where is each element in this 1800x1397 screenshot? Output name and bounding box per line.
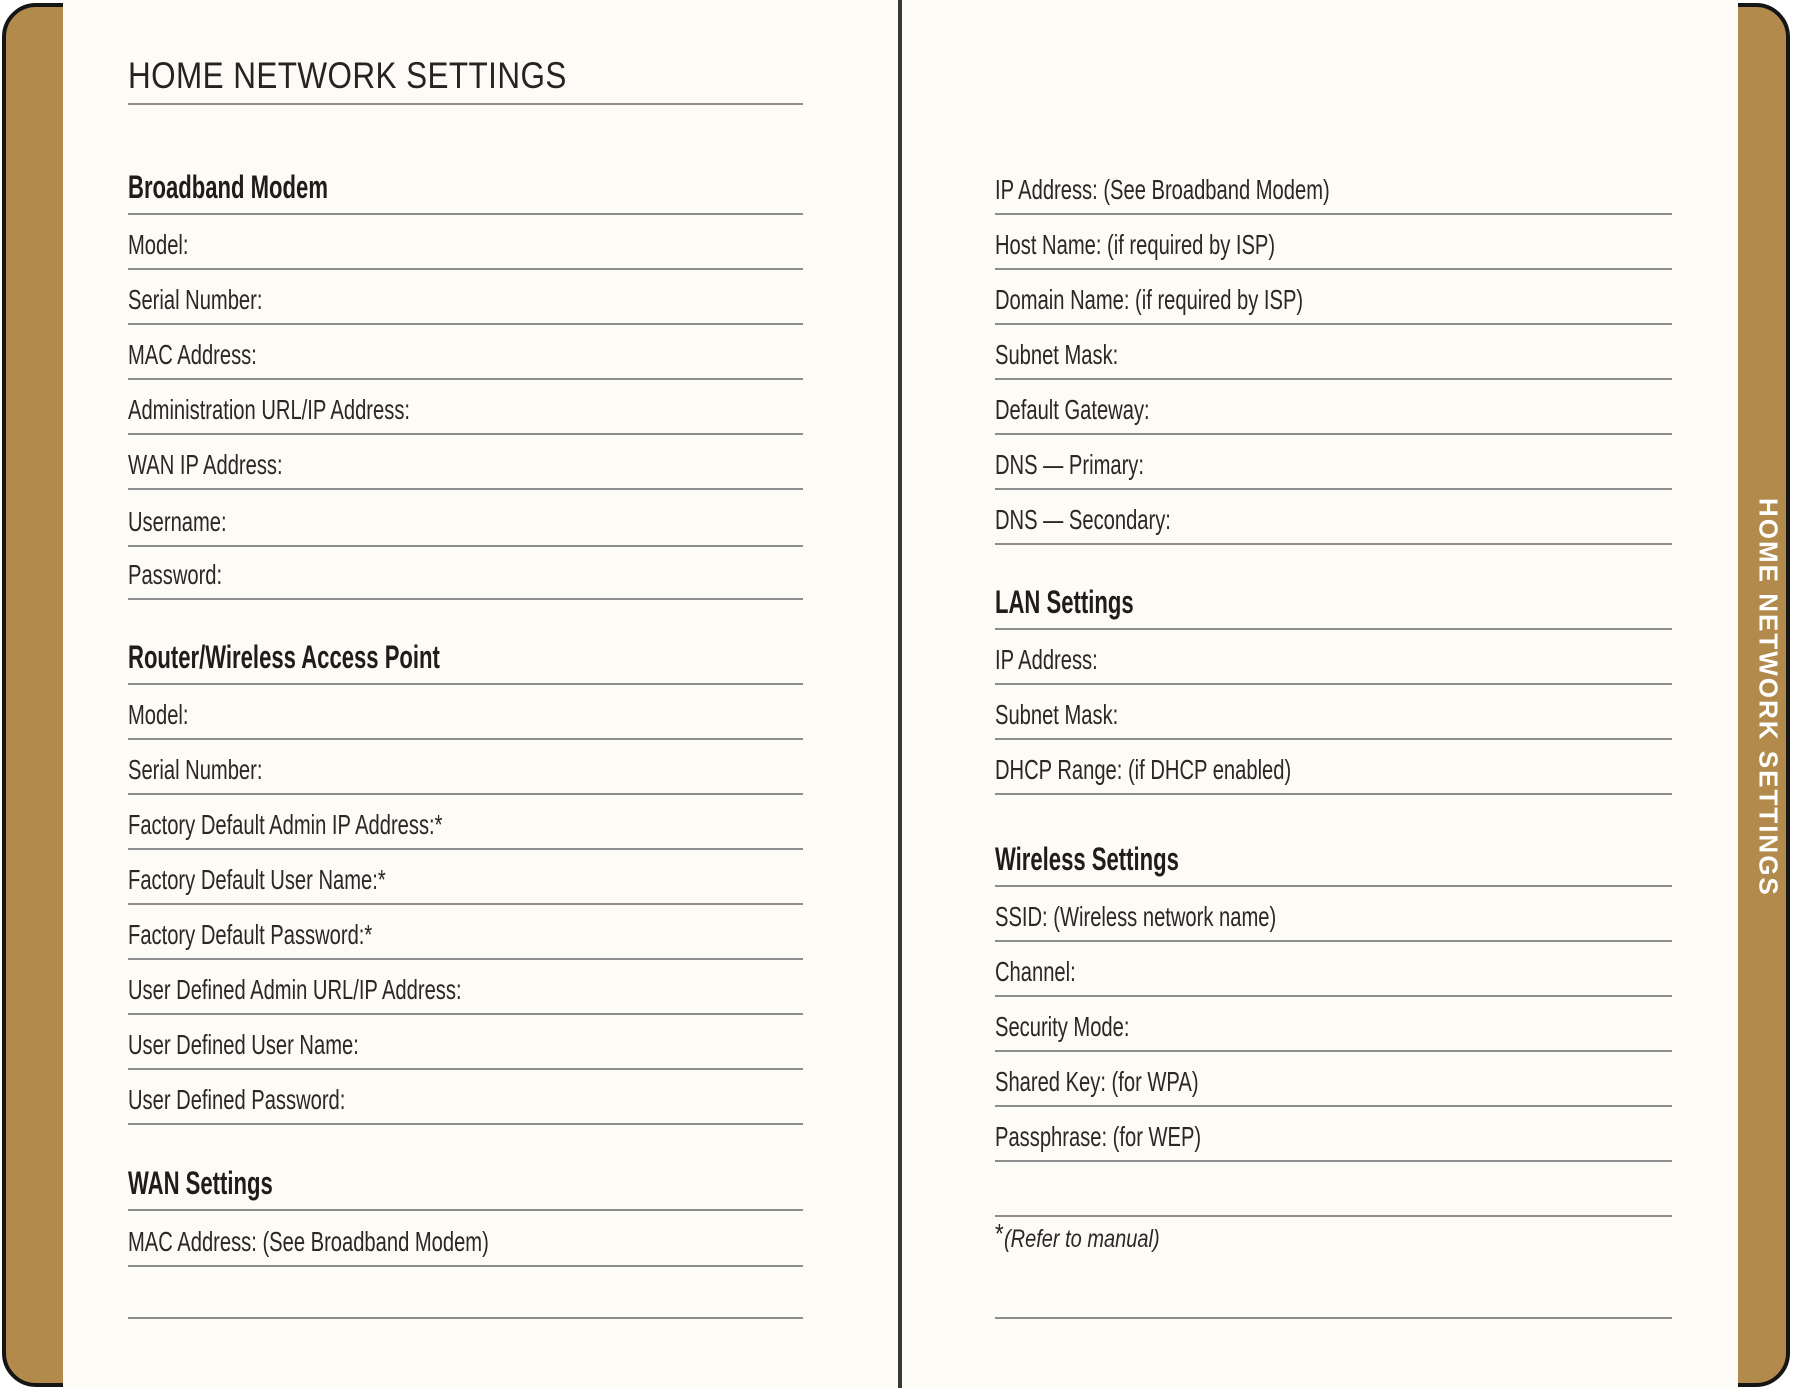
- field-row: [995, 745, 1672, 795]
- field-row: [995, 635, 1672, 685]
- field-row: [995, 220, 1672, 270]
- field-label: Model:: [128, 699, 189, 730]
- field-label: Factory Default User Name:*: [128, 864, 386, 895]
- field-label: IP Address:: [995, 644, 1098, 675]
- field-label: IP Address: (See Broadband Modem): [995, 174, 1330, 205]
- field-label: Serial Number:: [128, 284, 263, 315]
- blank-line: [995, 1269, 1672, 1319]
- field-label: Channel:: [995, 956, 1076, 987]
- field-label: DNS — Secondary:: [995, 504, 1171, 535]
- field-label: User Defined User Name:: [128, 1029, 359, 1060]
- field-label: Default Gateway:: [995, 394, 1150, 425]
- field-label: Password:: [128, 559, 223, 590]
- field-row: [995, 495, 1672, 545]
- section-heading-row: [128, 1157, 803, 1211]
- section-heading-row: [995, 833, 1672, 887]
- section-heading: Router/Wireless Access Point: [128, 639, 440, 675]
- field-label: Serial Number:: [128, 754, 263, 785]
- section-heading-row: [995, 576, 1672, 630]
- page-spine-divider: [898, 0, 902, 1388]
- field-label: Model:: [128, 229, 189, 260]
- field-row: [128, 855, 803, 905]
- field-label: DHCP Range: (if DHCP enabled): [995, 754, 1292, 785]
- field-label: Security Mode:: [995, 1011, 1130, 1042]
- field-label: Subnet Mask:: [995, 339, 1119, 370]
- page-title-row: [128, 29, 803, 105]
- field-label: MAC Address: (See Broadband Modem): [128, 1226, 489, 1257]
- field-label: SSID: (Wireless network name): [995, 901, 1277, 932]
- blank-line: [128, 1269, 803, 1319]
- right-page: [902, 0, 1738, 1388]
- field-row: [128, 690, 803, 740]
- field-label: Administration URL/IP Address:: [128, 394, 411, 425]
- footnote-asterisk: *: [995, 1218, 1004, 1249]
- field-row: [128, 330, 803, 380]
- section-heading: LAN Settings: [995, 584, 1134, 620]
- field-label: Username:: [128, 506, 227, 537]
- page-title: HOME NETWORK SETTINGS: [128, 55, 567, 96]
- field-row: [128, 275, 803, 325]
- field-row: [995, 440, 1672, 490]
- field-row: [995, 1112, 1672, 1162]
- field-label: Factory Default Admin IP Address:*: [128, 809, 443, 840]
- field-row: [128, 1075, 803, 1125]
- section-heading: Broadband Modem: [128, 169, 328, 205]
- field-row: [995, 385, 1672, 435]
- field-label: Factory Default Password:*: [128, 919, 373, 950]
- field-label: Domain Name: (if required by ISP): [995, 284, 1304, 315]
- field-label: User Defined Admin URL/IP Address:: [128, 974, 462, 1005]
- field-row: [995, 892, 1672, 942]
- field-label: User Defined Password:: [128, 1084, 346, 1115]
- field-label: MAC Address:: [128, 339, 257, 370]
- section-heading-row: [128, 161, 803, 215]
- side-tab-vertical-label: HOME NETWORK SETTINGS: [1753, 497, 1784, 897]
- footnote: [995, 1218, 1198, 1254]
- field-row: [128, 385, 803, 435]
- field-label: Subnet Mask:: [995, 699, 1119, 730]
- field-row: [995, 165, 1672, 215]
- section-heading: Wireless Settings: [995, 841, 1179, 877]
- field-label: Passphrase: (for WEP): [995, 1121, 1202, 1152]
- blank-line: [995, 1167, 1672, 1217]
- field-row: [128, 220, 803, 270]
- field-row: [995, 1057, 1672, 1107]
- field-row: [128, 440, 803, 490]
- field-row: [128, 800, 803, 850]
- section-heading-row: [128, 631, 803, 685]
- field-row: [128, 745, 803, 795]
- field-label: Shared Key: (for WPA): [995, 1066, 1199, 1097]
- field-row: [995, 275, 1672, 325]
- field-label: DNS — Primary:: [995, 449, 1144, 480]
- field-row: [995, 330, 1672, 380]
- field-row: [995, 1002, 1672, 1052]
- left-page: [63, 0, 898, 1388]
- field-row: [128, 497, 803, 547]
- field-label: WAN IP Address:: [128, 449, 283, 480]
- field-row: [995, 947, 1672, 997]
- field-row: [128, 965, 803, 1015]
- field-row: [128, 1020, 803, 1070]
- footnote-text: (Refer to manual): [1003, 1225, 1160, 1253]
- field-row: [128, 1217, 803, 1267]
- field-label: Host Name: (if required by ISP): [995, 229, 1276, 260]
- field-row: [995, 690, 1672, 740]
- field-row: [128, 550, 803, 600]
- section-heading: WAN Settings: [128, 1165, 273, 1201]
- field-row: [128, 910, 803, 960]
